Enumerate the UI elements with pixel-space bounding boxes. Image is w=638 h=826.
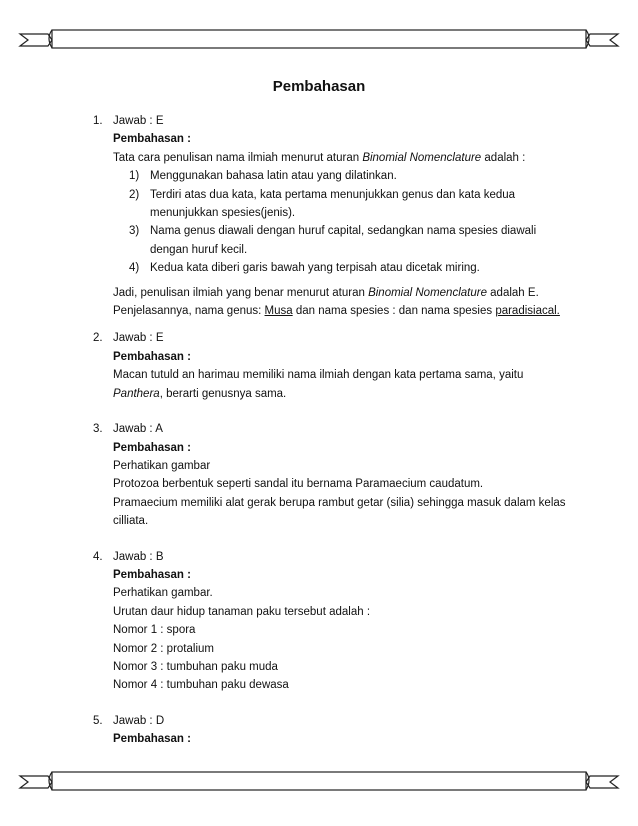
explanation-text: Penjelasannya, nama genus: Musa dan nama spesies : dan nama spesies paradisiacal. xyxy=(113,305,560,318)
question-number: 3. xyxy=(93,423,103,436)
rule-item: 3) Nama genus diawali dengan huruf capital, sedangkan nama spesies diawali dengan huruf kecil. xyxy=(129,225,537,256)
rule-item: 1) Menggunakan bahasa latin atau yang dilatinkan. xyxy=(129,170,397,183)
question-2 xyxy=(93,329,573,403)
explanation-text: Panthera, berarti genusnya sama. xyxy=(113,387,287,400)
footer-scroll-banner xyxy=(18,768,620,798)
question-4 xyxy=(93,548,573,695)
explanation-text: Protozoa berbentuk seperti sandal itu bernama Paramaecium caudatum. xyxy=(113,478,484,491)
explanation-text: Urutan daur hidup tanaman paku tersebut adalah : xyxy=(113,605,371,618)
explanation-text: Perhatikan gambar xyxy=(113,459,211,472)
question-3 xyxy=(93,420,573,530)
explanation-text: Macan tutuld an harimau memiliki nama ilmiah dengan kata pertama sama, yaitu xyxy=(113,369,524,382)
answer-key: Jawab : A xyxy=(113,423,163,436)
rule-item: 4) Kedua kata diberi garis bawah yang terpisah atau dicetak miring. xyxy=(129,262,480,275)
discussion-label: Pembahasan : xyxy=(113,133,191,146)
page-title: Pembahasan xyxy=(272,78,366,95)
explanation-text: Nomor 3 : tumbuhan paku muda xyxy=(113,660,278,673)
question-number: 2. xyxy=(93,332,103,345)
explanation-text: Pramaecium memiliki alat gerak berupa rambut getar (silia) sehingga masuk dalam kelas xyxy=(113,496,566,509)
question-number: 1. xyxy=(93,115,103,127)
species-name: paradisiacal. xyxy=(495,305,560,318)
discussion-label: Pembahasan : xyxy=(113,350,191,363)
conclusion-text: Jadi, penulisan ilmiah yang benar menurut aturan Binomial Nomenclature adalah E. xyxy=(113,286,539,299)
question-1 xyxy=(93,112,573,320)
explanation-text: Nomor 1 : spora xyxy=(113,624,196,637)
question-number: 5. xyxy=(93,714,103,727)
answer-key: Jawab : B xyxy=(113,550,164,563)
naming-rules-list xyxy=(113,167,573,277)
genus-name: Musa xyxy=(264,305,293,318)
explanation-text: Perhatikan gambar. xyxy=(113,587,213,600)
discussion-label: Pembahasan : xyxy=(113,733,191,746)
question-number: 4. xyxy=(93,550,103,563)
answer-content xyxy=(93,112,573,749)
answer-key: Jawab : E xyxy=(113,115,164,127)
explanation-text: Nomor 4 : tumbuhan paku dewasa xyxy=(113,679,289,692)
discussion-label: Pembahasan : xyxy=(113,441,191,454)
explanation-text: cilliata. xyxy=(113,515,149,528)
intro-text: Tata cara penulisan nama ilmiah menurut aturan Binomial Nomenclature adalah : xyxy=(113,151,526,164)
answer-key: Jawab : D xyxy=(113,714,165,727)
explanation-text: Nomor 2 : protalium xyxy=(113,642,214,655)
rule-item: 2) Terdiri atas dua kata, kata pertama menunjukkan genus dan kata kedua menunjukkan spesies(jenis). xyxy=(129,188,516,220)
discussion-label: Pembahasan : xyxy=(113,568,191,581)
header-scroll-banner xyxy=(18,26,620,56)
answer-key: Jawab : E xyxy=(113,332,164,345)
question-5 xyxy=(93,712,573,749)
